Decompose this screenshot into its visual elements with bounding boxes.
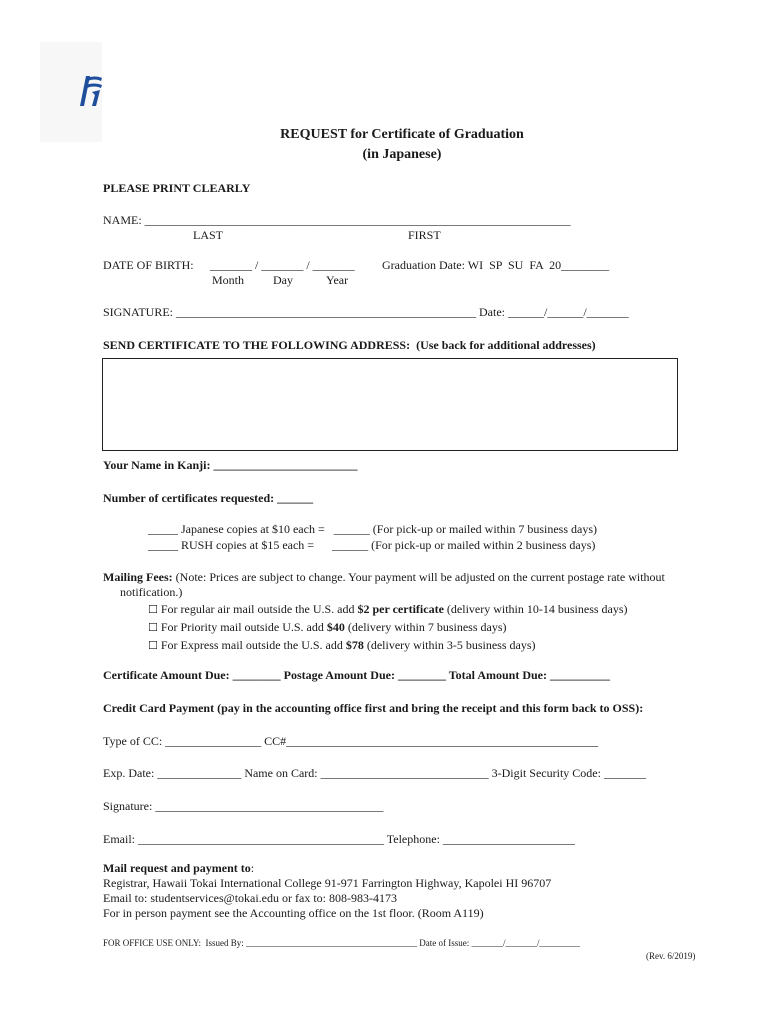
- mailing-note-line2: notification.): [120, 585, 183, 599]
- mailing-fees-label: Mailing Fees:: [103, 570, 173, 584]
- checkbox-icon[interactable]: ☐: [148, 621, 158, 634]
- office-use-line: FOR OFFICE USE ONLY: Issued By: ______________________________________ Date of Issue: _______/_______/_________: [103, 938, 581, 948]
- signature-field-2[interactable]: Signature: ______________________________________: [103, 799, 384, 813]
- college-logo-icon: [78, 72, 104, 108]
- dob-label: DATE OF BIRTH:: [103, 258, 194, 272]
- mail-option-regular[interactable]: ☐ For regular air mail outside the U.S. add $2 per certificate (delivery within 10-14 business days): [148, 602, 628, 616]
- in-person-note: For in person payment see the Accounting office on the 1st floor. (Room A119): [103, 906, 484, 920]
- email-telephone-field[interactable]: Email: _________________________________________ Telephone: ______________________: [103, 832, 575, 846]
- revision-note: (Rev. 6/2019): [646, 951, 696, 961]
- month-caption: Month: [212, 273, 245, 287]
- cc-type-field[interactable]: Type of CC: ________________ CC#____________________________________________________: [103, 734, 599, 748]
- dob-field[interactable]: _______ / _______ / _______: [210, 258, 355, 272]
- japanese-copies-line[interactable]: _____ Japanese copies at $10 each = ______ (For pick-up or mailed within 7 business days): [148, 522, 598, 536]
- mailing-fees-note: [103, 570, 665, 585]
- last-name-caption: LAST: [193, 228, 223, 242]
- registrar-address: Registrar, Hawaii Tokai International College 91-971 Farrington Highway, Kapolei HI 96707: [103, 876, 552, 890]
- email-fax-line: Email to: studentservices@tokai.edu or fax to: 808-983-4173: [103, 891, 397, 905]
- signature-field[interactable]: SIGNATURE: __________________________________________________ Date: ______/______/_______: [103, 305, 629, 319]
- checkbox-icon[interactable]: ☐: [148, 603, 158, 616]
- form-title: REQUEST for Certificate of Graduation: [280, 127, 524, 142]
- year-caption: Year: [326, 273, 349, 287]
- kanji-name-field[interactable]: Your Name in Kanji: ________________________: [103, 458, 358, 472]
- mail-request-heading-line: Mail request and payment to:: [103, 861, 255, 875]
- credit-card-heading: Credit Card Payment (pay in the accounting office first and bring the receipt and this form back to OSS):: [103, 701, 644, 715]
- first-name-caption: FIRST: [408, 228, 441, 242]
- form-subtitle: (in Japanese): [362, 147, 442, 162]
- expiry-name-security-field[interactable]: Exp. Date: ______________ Name on Card: ____________________________ 3-Digit Security Code: _______: [103, 766, 646, 780]
- mailing-note-line1: (Note: Prices are subject to change. Your payment will be adjusted on the current postage rate without: [172, 570, 665, 584]
- amounts-due-line[interactable]: Certificate Amount Due: ________ Postage Amount Due: ________ Total Amount Due: __________: [103, 668, 610, 682]
- graduation-date-field[interactable]: Graduation Date: WI SP SU FA 20________: [382, 258, 610, 272]
- mail-option-express[interactable]: ☐ For Express mail outside the U.S. add $78 (delivery within 3-5 business days): [148, 638, 536, 652]
- rush-copies-line[interactable]: _____ RUSH copies at $15 each = ______ (For pick-up or mailed within 2 business days): [148, 538, 596, 552]
- print-clearly-note: PLEASE PRINT CLEARLY: [103, 181, 251, 195]
- mail-request-heading: Mail request and payment to: [103, 861, 251, 875]
- num-certificates-field[interactable]: Number of certificates requested: ______: [103, 491, 314, 505]
- address-box[interactable]: [102, 358, 678, 451]
- mail-option-priority[interactable]: ☐ For Priority mail outside U.S. add $40 (delivery within 7 business days): [148, 620, 507, 634]
- checkbox-icon[interactable]: ☐: [148, 639, 158, 652]
- address-heading: SEND CERTIFICATE TO THE FOLLOWING ADDRESS: (Use back for additional addresses): [103, 338, 596, 352]
- name-field[interactable]: NAME: _______________________________________________________________________: [103, 213, 571, 227]
- day-caption: Day: [273, 273, 293, 287]
